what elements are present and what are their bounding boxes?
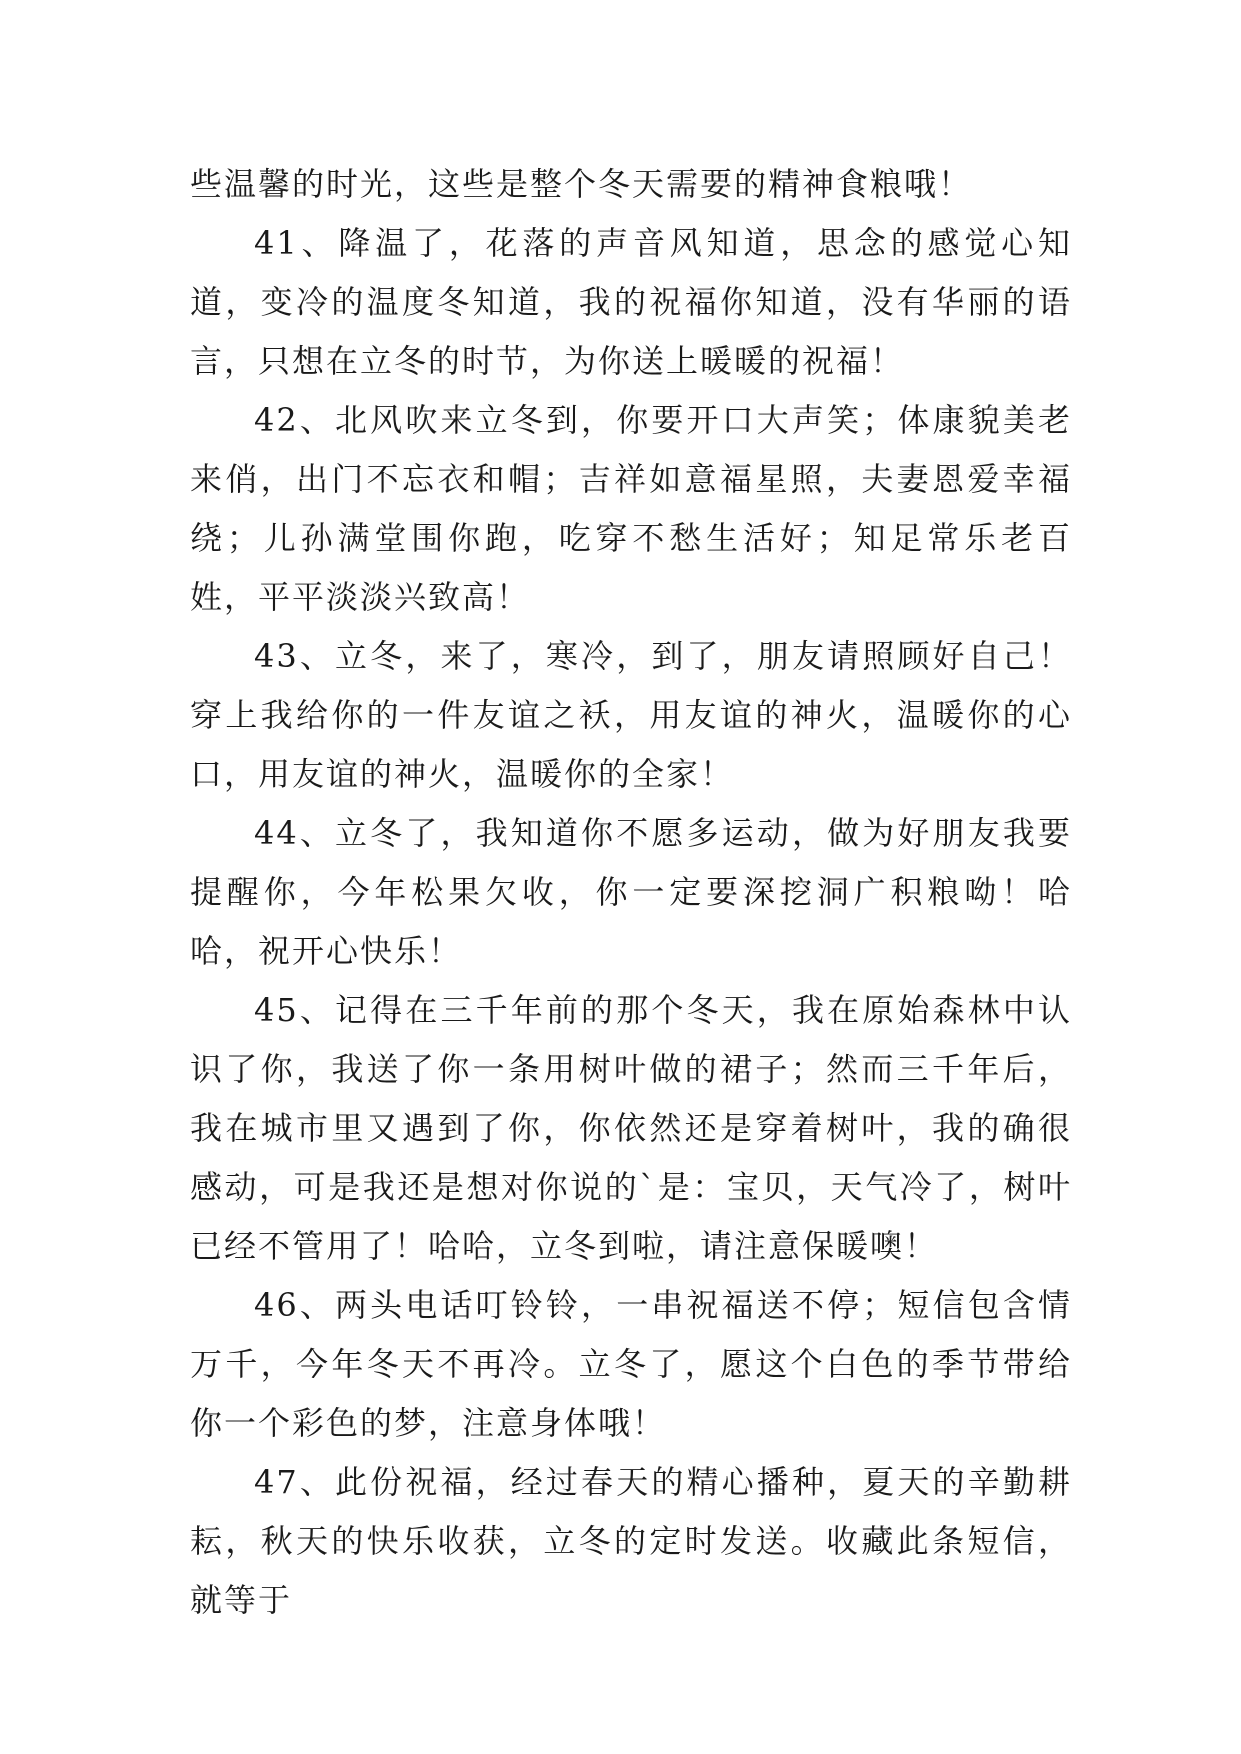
paragraph-42: 42、北风吹来立冬到，你要开口大声笑；体康貌美老来俏，出门不忘衣和帽；吉祥如意福星照，夫妻恩爱幸福绕；儿孙满堂围你跑，吃穿不愁生活好；知足常乐老百姓，平平淡淡兴致高！: [190, 401, 1072, 616]
paragraph-47: 47、此份祝福，经过春天的精心播种，夏天的辛勤耕耘，秋天的快乐收获，立冬的定时发送。收藏此条短信，就等于: [190, 1463, 1072, 1619]
paragraph-continuation: 些温馨的时光，这些是整个冬天需要的精神食粮哦！: [190, 165, 973, 203]
paragraph-46: 46、两头电话叮铃铃，一串祝福送不停；短信包含情万千，今年冬天不再冷。立冬了，愿这个白色的季节带给你一个彩色的梦，注意身体哦！: [190, 1286, 1072, 1442]
document-body: [190, 155, 1072, 1630]
paragraph-41: 41、降温了，花落的声音风知道，思念的感觉心知道，变冷的温度冬知道，我的祝福你知道，没有华丽的语言，只想在立冬的时节，为你送上暖暖的祝福！: [190, 224, 1072, 380]
paragraph-44: 44、立冬了，我知道你不愿多运动，做为好朋友我要提醒你，今年松果欠收，你一定要深挖洞广积粮呦！哈哈，祝开心快乐！: [190, 814, 1072, 970]
paragraph-45: 45、记得在三千年前的那个冬天，我在原始森林中认识了你，我送了你一条用树叶做的裙子；然而三千年后，我在城市里又遇到了你，你依然还是穿着树叶，我的确很感动，可是我还是想对你说的`是：宝贝，天气冷了，树叶已经不管用了！哈哈，立冬到啦，请注意保暖噢！: [190, 991, 1072, 1265]
paragraph-43: 43、立冬，来了，寒冷，到了，朋友请照顾好自己！穿上我给你的一件友谊之袄，用友谊的神火，温暖你的心口，用友谊的神火，温暖你的全家！: [190, 637, 1072, 793]
